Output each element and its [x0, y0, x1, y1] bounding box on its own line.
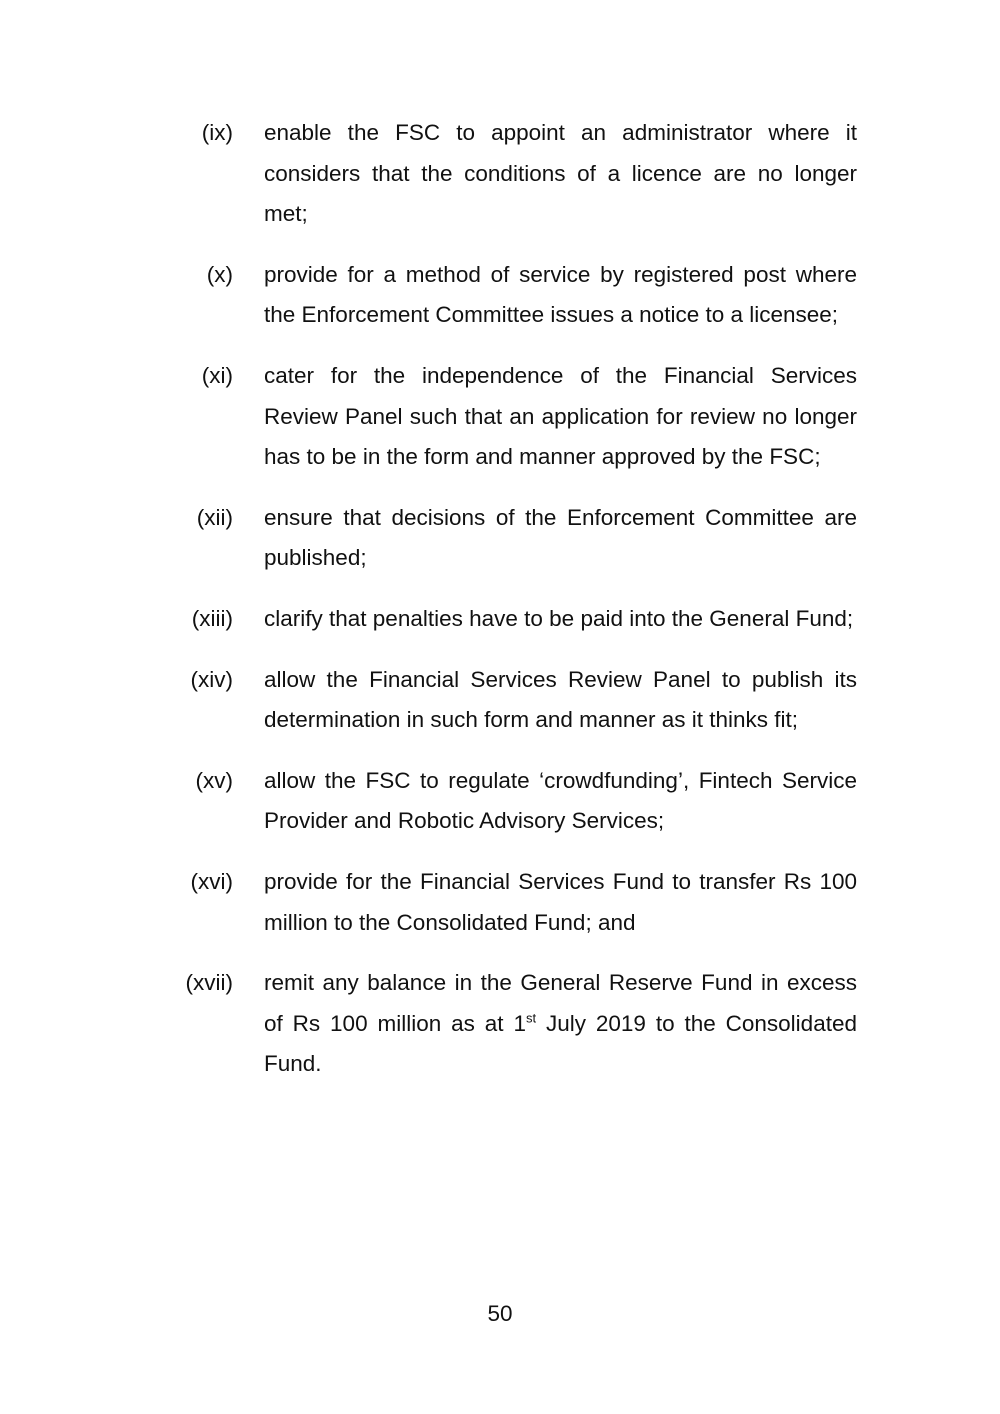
item-text: enable the FSC to appoint an administrator where it considers that the conditions of a licence are no longer met;	[264, 120, 857, 227]
item-number: (xii)	[196, 504, 233, 530]
item-number: (xi)	[201, 362, 233, 388]
ordinal-suffix: st	[525, 1010, 537, 1026]
item-text: clarify that penalties have to be paid into the General Fund;	[264, 605, 854, 631]
list-item-xii	[0, 498, 1000, 579]
item-number: (ix)	[201, 120, 233, 145]
list-item-xiv	[0, 660, 1000, 741]
item-number: (x)	[206, 261, 233, 287]
page-number: 50	[487, 1301, 513, 1326]
item-number: (xvi)	[190, 868, 233, 894]
item-text-part: July 2019 to the Consolidated Fund.	[264, 1010, 857, 1077]
item-text: ensure that decisions of the Enforcement Committee are published;	[264, 504, 857, 571]
item-number: (xiii)	[191, 605, 233, 631]
item-text: allow the Financial Services Review Panel to publish its determination in such form and manner as it thinks fit;	[264, 666, 857, 733]
list-item-xv	[0, 761, 1000, 842]
item-text: provide for the Financial Services Fund to transfer Rs 100 million to the Consolidated Fund; and	[264, 868, 857, 935]
amendment-list	[0, 113, 1000, 1105]
item-number: (xv)	[195, 767, 233, 793]
list-item-ix	[0, 113, 1000, 235]
list-item-xiii	[0, 599, 1000, 640]
list-item-xvi	[0, 862, 1000, 943]
item-text-part: remit any balance in the General Reserve Fund in excess of Rs 100 million as at 1	[264, 970, 857, 1036]
list-item-x	[0, 255, 1000, 336]
item-number: (xiv)	[190, 666, 233, 692]
list-item-xvii	[0, 963, 1000, 1085]
item-text	[264, 963, 857, 1085]
item-text: allow the FSC to regulate ‘crowdfunding’, Fintech Service Provider and Robotic Advisory Services;	[264, 767, 857, 834]
item-text: provide for a method of service by registered post where the Enforcement Committee issues a notice to a licensee;	[264, 261, 857, 328]
item-text: cater for the independence of the Financial Services Review Panel such that an application for review no longer has to be in the form and manner approved by the FSC;	[264, 362, 857, 470]
item-number: (xvii)	[185, 970, 233, 996]
list-item-xi	[0, 356, 1000, 478]
